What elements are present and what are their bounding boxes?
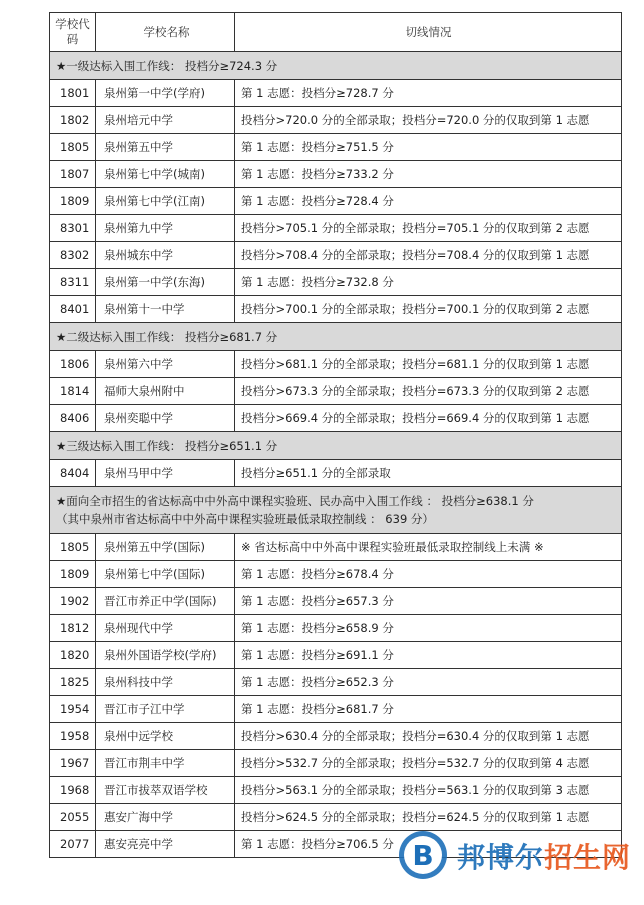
school-name-cell: 泉州第五中学 [96,134,235,161]
cutoff-cell: 投档分>563.1 分的全部录取；投档分=563.1 分的仅取到第 3 志愿 [235,777,622,804]
school-code-cell: 1902 [50,588,96,615]
school-code-cell: 1801 [50,80,96,107]
school-code-cell: 1809 [50,561,96,588]
table-row [50,134,622,161]
school-code-cell: 1802 [50,107,96,134]
cutoff-cell: 第 1 志愿：投档分≥732.8 分 [235,269,622,296]
school-name-cell: 泉州第九中学 [96,215,235,242]
cutoff-cell: ※ 省达标高中中外高中课程实验班最低录取控制线上未满 ※ [235,534,622,561]
school-code-cell: 1809 [50,188,96,215]
table-row [50,188,622,215]
cutoff-cell: 投档分>705.1 分的全部录取；投档分=705.1 分的仅取到第 2 志愿 [235,215,622,242]
section-header-row [50,487,622,534]
school-name-cell: 泉州第七中学(城南) [96,161,235,188]
school-code-cell: 2077 [50,831,96,858]
table-row [50,161,622,188]
table-row [50,642,622,669]
section-title-cell [50,432,622,460]
brand-logo-icon [397,829,449,881]
school-code-cell: 8301 [50,215,96,242]
school-name-cell: 泉州马甲中学 [96,460,235,487]
cutoff-cell: 第 1 志愿：投档分≥728.7 分 [235,80,622,107]
cutoff-cell: 第 1 志愿：投档分≥728.4 分 [235,188,622,215]
school-code-cell: 1805 [50,134,96,161]
school-name-cell: 泉州现代中学 [96,615,235,642]
school-code-cell: 8406 [50,405,96,432]
table-row [50,696,622,723]
school-name-cell: 泉州第一中学(学府) [96,80,235,107]
header-cutoff: 切线情况 [235,13,622,52]
cutoff-cell: 第 1 志愿：投档分≥751.5 分 [235,134,622,161]
watermark-text [457,836,631,876]
section-title-cell [50,487,622,534]
school-name-cell: 泉州第六中学 [96,351,235,378]
school-code-cell: 8401 [50,296,96,323]
table-row [50,296,622,323]
table-row [50,107,622,134]
watermark-accent: 招生网 [544,841,632,874]
school-name-cell: 泉州第十一中学 [96,296,235,323]
table-row [50,750,622,777]
school-code-cell: 8404 [50,460,96,487]
cutoff-cell: 投档分>624.5 分的全部录取；投档分=624.5 分的仅取到第 1 志愿 [235,804,622,831]
school-code-cell: 8311 [50,269,96,296]
school-name-cell: 惠安亮亮中学 [96,831,235,858]
school-code-cell: 1820 [50,642,96,669]
cutoff-cell: 第 1 志愿：投档分≥681.7 分 [235,696,622,723]
school-code-cell: 8302 [50,242,96,269]
cutoff-cell: 第 1 志愿：投档分≥658.9 分 [235,615,622,642]
section-title: ★三级达标入围工作线： 投档分≥651.1 分 [56,438,278,453]
school-name-cell: 晋江市养正中学(国际) [96,588,235,615]
table-row [50,242,622,269]
site-watermark [397,826,637,886]
school-name-cell: 泉州科技中学 [96,669,235,696]
cutoff-cell: 投档分>720.0 分的全部录取；投档分=720.0 分的仅取到第 1 志愿 [235,107,622,134]
section-header-row [50,52,622,80]
table-row [50,588,622,615]
section-title: ★面向全市招生的省达标高中中外高中课程实验班、民办高中入围工作线 ： 投档分≥638.1 分 [56,494,534,508]
section-title-cell [50,323,622,351]
table-row [50,534,622,561]
table-row [50,615,622,642]
table-row [50,723,622,750]
table-row [50,460,622,487]
cutoff-cell: 投档分>681.1 分的全部录取；投档分=681.1 分的仅取到第 1 志愿 [235,351,622,378]
school-name-cell: 福师大泉州附中 [96,378,235,405]
school-code-cell: 1812 [50,615,96,642]
svg-text:B: B [412,839,434,872]
school-name-cell: 泉州第七中学(江南) [96,188,235,215]
table-row [50,269,622,296]
school-name-cell: 泉州第一中学(东海) [96,269,235,296]
cutoff-cell: 投档分≥651.1 分的全部录取 [235,460,622,487]
section-title-cell [50,52,622,80]
school-name-cell: 晋江市拔萃双语学校 [96,777,235,804]
school-code-cell: 1807 [50,161,96,188]
admission-cutoff-table-container [49,12,622,858]
school-name-cell: 晋江市荆丰中学 [96,750,235,777]
cutoff-cell: 投档分>630.4 分的全部录取；投档分=630.4 分的仅取到第 1 志愿 [235,723,622,750]
table-row [50,80,622,107]
cutoff-cell: 第 1 志愿：投档分≥691.1 分 [235,642,622,669]
table-row [50,561,622,588]
watermark-brand: 邦博尔 [457,841,545,874]
table-row [50,669,622,696]
cutoff-cell: 第 1 志愿：投档分≥678.4 分 [235,561,622,588]
school-name-cell: 惠安广海中学 [96,804,235,831]
cutoff-cell: 投档分>700.1 分的全部录取；投档分=700.1 分的仅取到第 2 志愿 [235,296,622,323]
section-title: ★一级达标入围工作线： 投档分≥724.3 分 [56,58,278,73]
header-school-name: 学校名称 [96,13,235,52]
cutoff-cell: 第 1 志愿：投档分≥657.3 分 [235,588,622,615]
section-title: ★二级达标入围工作线： 投档分≥681.7 分 [56,329,278,344]
school-code-cell: 1805 [50,534,96,561]
school-code-cell: 1958 [50,723,96,750]
table-row [50,378,622,405]
section-header-row [50,432,622,460]
header-school-code: 学校代码 [50,13,96,52]
table-header-row [50,13,622,52]
school-name-cell: 泉州中远学校 [96,723,235,750]
cutoff-cell: 第 1 志愿：投档分≥733.2 分 [235,161,622,188]
school-code-cell: 1968 [50,777,96,804]
admission-cutoff-table [49,12,622,858]
school-name-cell: 晋江市子江中学 [96,696,235,723]
table-row [50,351,622,378]
section-header-row [50,323,622,351]
cutoff-cell: 投档分>532.7 分的全部录取；投档分=532.7 分的仅取到第 4 志愿 [235,750,622,777]
table-row [50,405,622,432]
school-code-cell: 1806 [50,351,96,378]
table-row [50,215,622,242]
cutoff-cell: 投档分>708.4 分的全部录取；投档分=708.4 分的仅取到第 1 志愿 [235,242,622,269]
cutoff-cell: 投档分>669.4 分的全部录取；投档分=669.4 分的仅取到第 1 志愿 [235,405,622,432]
school-code-cell: 1967 [50,750,96,777]
school-name-cell: 泉州第五中学(国际) [96,534,235,561]
school-name-cell: 泉州第七中学(国际) [96,561,235,588]
school-code-cell: 1954 [50,696,96,723]
cutoff-cell: 投档分>673.3 分的全部录取；投档分=673.3 分的仅取到第 2 志愿 [235,378,622,405]
school-name-cell: 泉州培元中学 [96,107,235,134]
school-name-cell: 泉州奕聪中学 [96,405,235,432]
school-code-cell: 2055 [50,804,96,831]
cutoff-cell: 第 1 志愿：投档分≥706.5 分 [235,831,622,858]
cutoff-cell: 第 1 志愿：投档分≥652.3 分 [235,669,622,696]
school-name-cell: 泉州城东中学 [96,242,235,269]
section-subtitle: （其中泉州市省达标高中中外高中课程实验班最低录取控制线 ： 639 分） [56,512,434,526]
school-code-cell: 1814 [50,378,96,405]
school-code-cell: 1825 [50,669,96,696]
school-name-cell: 泉州外国语学校(学府) [96,642,235,669]
table-row [50,777,622,804]
